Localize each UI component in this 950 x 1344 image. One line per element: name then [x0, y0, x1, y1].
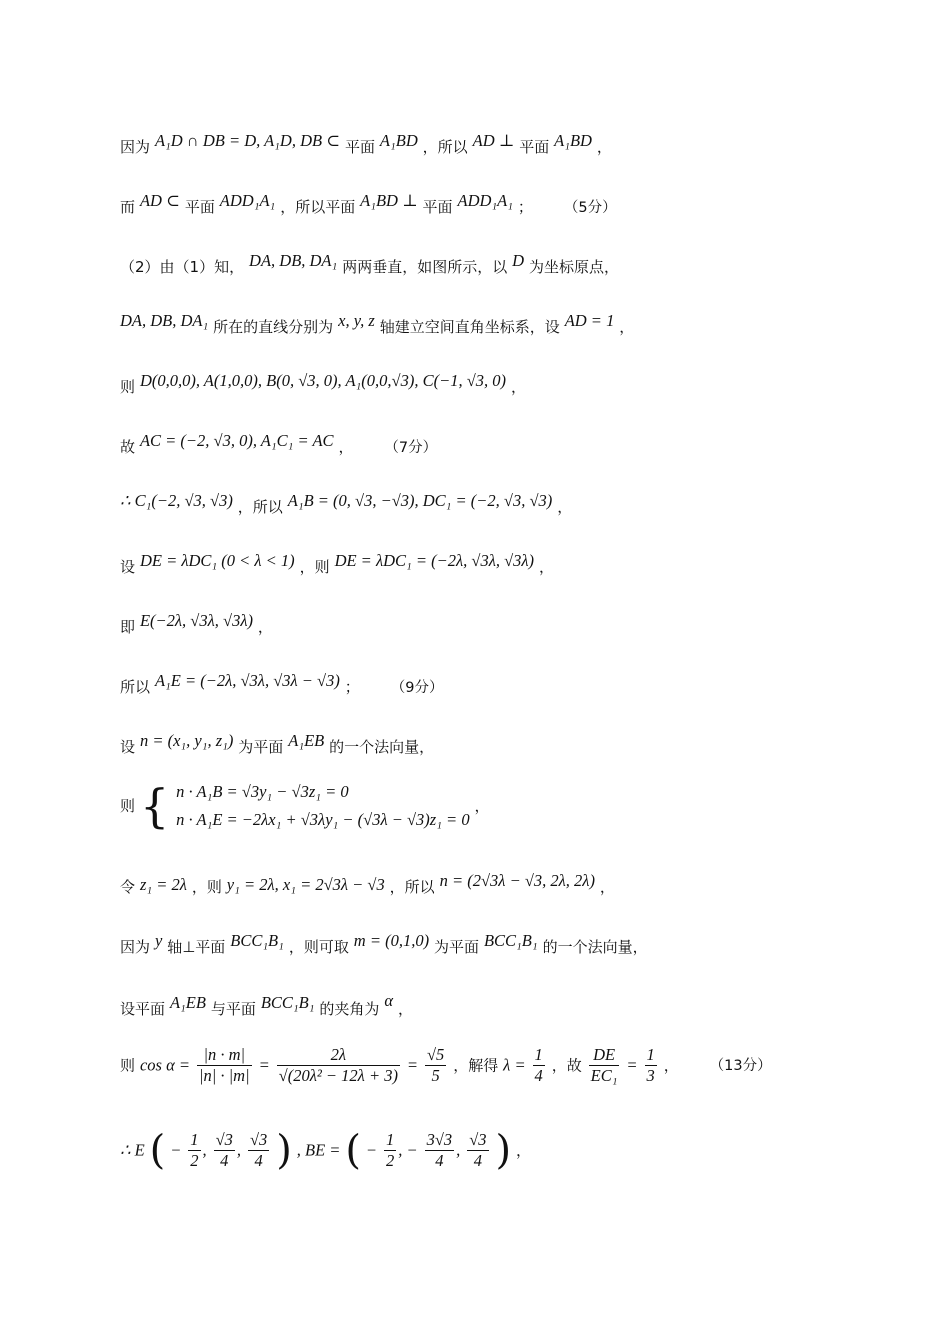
paren-glyph: (	[345, 1127, 361, 1174]
math-expression: A₁EB	[288, 731, 325, 750]
numerator: √3	[249, 1130, 268, 1149]
text: 设平面	[120, 1000, 166, 1018]
denominator: |n| · |m|	[198, 1066, 250, 1085]
text: ，	[557, 498, 573, 516]
numerator: 1	[534, 1045, 543, 1064]
fraction	[248, 1130, 269, 1171]
math-expression: n = (x₁, y₁, z₁)	[139, 731, 234, 750]
equals-sign: =	[406, 1055, 419, 1075]
math-expression: y₁ = 2λ, x₁ = 2√3λ − √3	[226, 875, 385, 894]
denominator: 4	[254, 1151, 263, 1170]
line-6	[120, 430, 437, 459]
math-expression: DE = λDC₁ (0 < λ < 1)	[139, 551, 295, 570]
math-expression: n = (2√3λ − √3, 2λ, 2λ)	[439, 871, 595, 890]
math-expression: z₁ = 2λ	[139, 875, 187, 894]
denominator: EC₁	[590, 1066, 618, 1085]
fraction	[214, 1130, 235, 1171]
text: 则	[120, 1056, 136, 1075]
math-expression: x, y, z	[338, 311, 375, 330]
math-expression: D(0,0,0), A(1,0,0), B(0, √3, 0), A₁(0,0,√3), C(−1, √3, 0)	[139, 371, 506, 390]
math-expression: BCC₁B₁	[260, 993, 315, 1012]
score-marker: （5分）	[563, 200, 617, 216]
math-expression: A₁B = (0, √3, −√3), DC₁ = (−2, √3, √3)	[287, 491, 553, 510]
math-expression: DA, DB, DA₁	[120, 311, 209, 330]
math-expression: y	[154, 931, 163, 950]
text: 为平面	[434, 938, 480, 956]
math-expression: AC = (−2, √3, 0), A₁C₁ = AC	[139, 431, 334, 450]
text: （2）由（1）知，	[120, 258, 245, 276]
comma: ,	[236, 1140, 242, 1160]
text: ，	[663, 1056, 679, 1075]
math-expression: AD ⊂	[139, 191, 180, 210]
math-expression: AD ⊥	[472, 131, 515, 150]
paren-glyph: (	[149, 1127, 166, 1174]
score-marker: （13分）	[709, 1057, 772, 1074]
denominator: 4	[220, 1151, 229, 1170]
text: ，	[599, 878, 615, 896]
text: 轴建立空间直角坐标系，设	[379, 318, 560, 336]
fraction	[533, 1045, 545, 1086]
fraction	[645, 1045, 657, 1086]
numerator: DE	[589, 1045, 620, 1066]
math-expression: A₁E = (−2λ, √3λ, √3λ − √3)	[154, 671, 340, 690]
paren-glyph: )	[276, 1127, 292, 1174]
paren-glyph: )	[495, 1127, 512, 1174]
line-17	[120, 1127, 531, 1174]
text: ，故	[551, 1056, 582, 1075]
denominator: 2	[385, 1151, 395, 1170]
denominator: 2	[190, 1151, 199, 1170]
text: 为坐标原点，	[529, 258, 620, 276]
text: ；	[344, 678, 360, 696]
text: 的一个法向量，	[542, 938, 648, 956]
text: ，	[539, 558, 555, 576]
denominator: 3	[646, 1066, 655, 1085]
text: ，所以	[237, 498, 283, 516]
math-expression: , BE =	[296, 1140, 341, 1160]
brace-glyph: {	[139, 779, 170, 833]
text: ，则	[299, 558, 330, 576]
denominator: 4	[473, 1151, 482, 1170]
comma: ,	[456, 1140, 461, 1160]
text: 为平面	[238, 738, 284, 756]
line-12	[120, 778, 490, 834]
equation-row: n · A₁E = −2λx₁ + √3λy₁ − (√3λ − √3)z₁ = 0	[176, 810, 470, 829]
text: 因为	[120, 138, 151, 156]
text: 则	[120, 378, 136, 396]
math-expression: AD = 1	[564, 311, 615, 330]
math-expression: ∴ E	[120, 1140, 145, 1160]
text: ，	[257, 618, 273, 636]
text: 平面	[519, 138, 550, 156]
math-expression: DA, DB, DA₁	[249, 251, 338, 270]
text: ，	[474, 797, 490, 815]
fraction	[467, 1130, 488, 1171]
text: ，则	[191, 878, 222, 896]
numerator: |n · m|	[197, 1045, 252, 1066]
text: 两两垂直，如图所示，以	[342, 258, 508, 276]
math-expression: ADD₁A₁	[457, 191, 513, 210]
text: 所在的直线分别为	[213, 318, 334, 336]
numerator: 3√3	[426, 1130, 453, 1149]
numerator: 1	[190, 1130, 199, 1149]
fraction	[384, 1130, 396, 1171]
line-7	[120, 490, 572, 518]
text: ，所以平面	[280, 198, 356, 216]
numerator: 1	[385, 1130, 395, 1149]
text: 即	[120, 618, 136, 636]
text: 的夹角为	[319, 1000, 380, 1018]
math-expression: m = (0,1,0)	[353, 931, 430, 950]
score-marker: （9分）	[390, 680, 444, 696]
equation-system	[176, 778, 469, 834]
minus-sign: −	[170, 1140, 182, 1160]
score-marker: （7分）	[384, 440, 438, 456]
line-3	[120, 250, 619, 278]
minus-sign: −	[365, 1140, 378, 1160]
math-expression: D	[512, 251, 525, 270]
text: ，所以	[422, 138, 468, 156]
denominator: 4	[534, 1066, 543, 1085]
fraction	[425, 1045, 446, 1086]
math-expression: cos α =	[139, 1055, 190, 1075]
math-expression: A₁BD	[554, 131, 592, 150]
fraction	[188, 1130, 200, 1171]
fraction	[425, 1130, 455, 1171]
text: ，	[510, 378, 526, 396]
fraction	[589, 1045, 620, 1086]
denominator: √(20λ² − 12λ + 3)	[278, 1066, 398, 1085]
line-4	[120, 310, 634, 338]
numerator: √3	[469, 1130, 487, 1149]
line-15	[120, 990, 413, 1020]
math-expression: BCC₁B₁	[230, 931, 284, 950]
text: ，所以	[389, 878, 435, 896]
text: 所以	[120, 678, 151, 696]
text: 平面	[422, 198, 453, 216]
text: 而	[120, 198, 136, 216]
text: ，	[338, 438, 354, 456]
text: ，	[515, 1141, 531, 1160]
text: 与平面	[210, 1000, 256, 1018]
line-13	[120, 870, 615, 898]
math-expression: BCC₁B₁	[483, 931, 538, 950]
text: 令	[120, 878, 136, 896]
comma: , −	[398, 1140, 418, 1160]
denominator: 4	[435, 1151, 444, 1170]
math-expression: ADD₁A₁	[219, 191, 276, 210]
text: ；	[517, 198, 533, 216]
math-expression: A₁EB	[169, 993, 206, 1012]
line-11	[120, 730, 434, 758]
text: 的一个法向量，	[329, 738, 435, 756]
line-10	[120, 670, 443, 699]
text: 轴⊥平面	[167, 938, 226, 956]
text: ，	[619, 318, 635, 336]
line-1	[120, 130, 612, 158]
text: 平面	[344, 138, 375, 156]
math-expression: E(−2λ, √3λ, √3λ)	[139, 611, 253, 630]
text: 故	[120, 438, 136, 456]
numerator: √5	[426, 1045, 445, 1064]
line-2	[120, 190, 617, 219]
line-9	[120, 610, 273, 638]
text: 因为	[120, 938, 151, 956]
text: ，	[397, 1000, 413, 1018]
denominator: 5	[431, 1066, 440, 1085]
math-expression: DE = λDC₁ = (−2λ, √3λ, √3λ)	[334, 551, 535, 570]
text: ，则可取	[288, 938, 349, 956]
numerator: 1	[646, 1045, 655, 1064]
text: ，	[596, 138, 612, 156]
numerator: 2λ	[277, 1045, 400, 1066]
math-expression: α	[384, 991, 394, 1010]
math-expression: A₁BD ⊥	[360, 191, 418, 210]
text: 设	[120, 738, 136, 756]
equals-sign: =	[626, 1055, 638, 1075]
line-14	[120, 930, 648, 958]
math-expression: A₁BD	[379, 131, 418, 150]
comma: ,	[202, 1140, 207, 1160]
equals-sign: =	[258, 1055, 270, 1075]
math-expression: A₁D ∩ DB = D, A₁D, DB ⊂	[154, 131, 341, 150]
text: ，解得	[453, 1056, 499, 1075]
text: 设	[120, 558, 136, 576]
text: 平面	[184, 198, 215, 216]
line-16	[120, 1045, 772, 1086]
fraction	[197, 1045, 252, 1086]
math-expression: λ =	[503, 1055, 526, 1075]
numerator: √3	[215, 1130, 233, 1149]
fraction	[277, 1045, 400, 1086]
line-8	[120, 550, 554, 578]
equation-row: n · A₁B = √3y₁ − √3z₁ = 0	[176, 782, 349, 801]
math-expression: ∴ C₁(−2, √3, √3)	[120, 491, 233, 510]
text: 则	[120, 797, 136, 815]
line-5	[120, 370, 526, 398]
